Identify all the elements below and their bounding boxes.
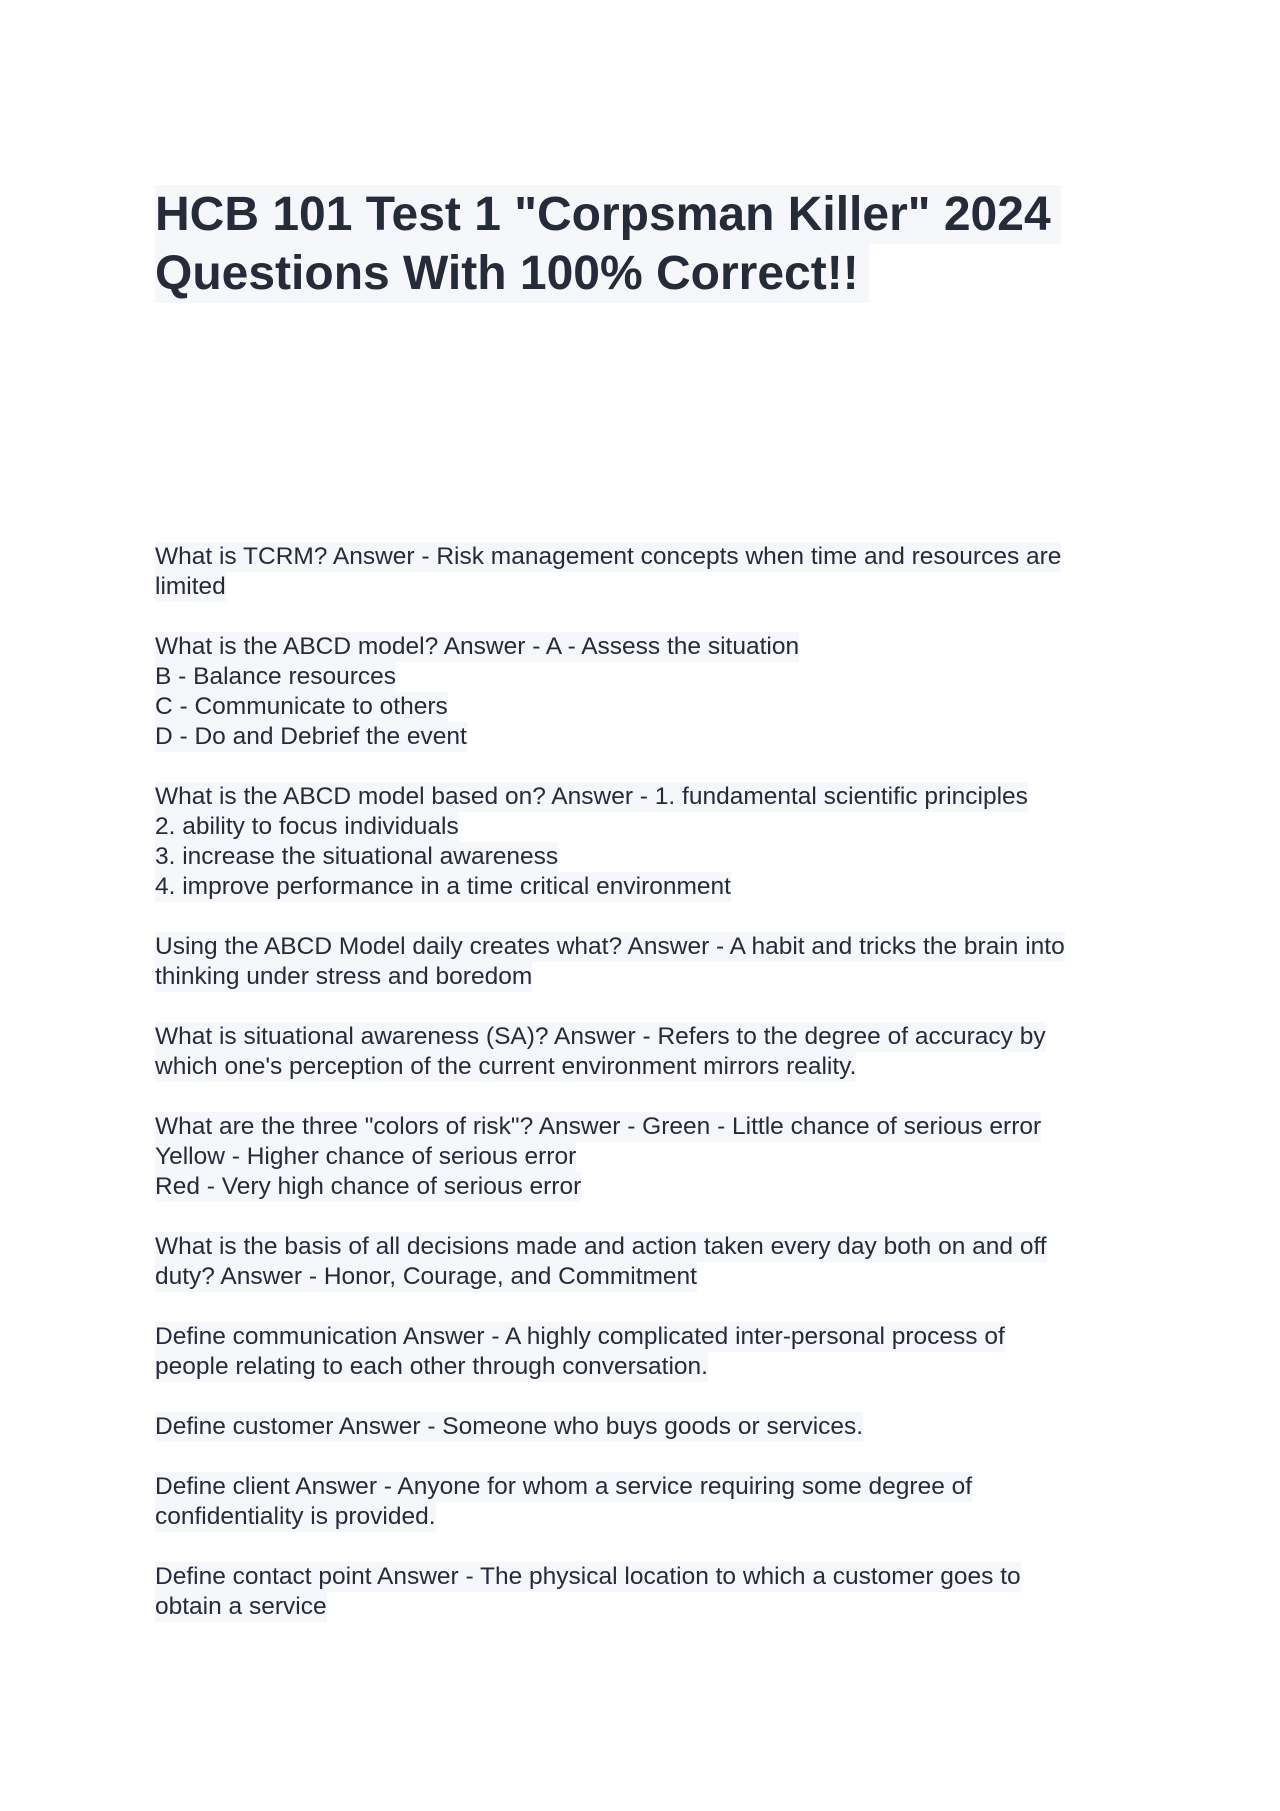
qa-item	[155, 632, 1130, 752]
qa-item	[155, 932, 1130, 992]
qa-line: What is the basis of all decisions made and action taken every day both on and off	[155, 1233, 1047, 1260]
qa-line: obtain a service	[155, 1593, 327, 1620]
qa-line: What is the ABCD model based on? Answer - 1. fundamental scientific principles	[155, 783, 1028, 810]
qa-line: Define client Answer - Anyone for whom a service requiring some degree of	[155, 1473, 973, 1500]
qa-line: C - Communicate to others	[155, 693, 448, 720]
qa-line: Define communication Answer - A highly complicated inter-personal process of	[155, 1323, 1005, 1350]
qa-line: people relating to each other through conversation.	[155, 1353, 708, 1380]
qa-line: thinking under stress and boredom	[155, 963, 533, 990]
qa-line: Using the ABCD Model daily creates what? Answer - A habit and tricks the brain into	[155, 933, 1065, 960]
qa-line: 3. increase the situational awareness	[155, 843, 559, 870]
qa-line: limited	[155, 573, 226, 600]
qa-item	[155, 1472, 1130, 1532]
qa-line: What is the ABCD model? Answer - A - Assess the situation	[155, 633, 800, 660]
qa-line: B - Balance resources	[155, 663, 397, 690]
qa-item	[155, 1412, 1130, 1442]
qa-line: 2. ability to focus individuals	[155, 813, 459, 840]
qa-line: confidentiality is provided.	[155, 1503, 436, 1530]
qa-line: which one's perception of the current environment mirrors reality.	[155, 1053, 857, 1080]
qa-line: What is situational awareness (SA)? Answer - Refers to the degree of accuracy by	[155, 1023, 1046, 1050]
qa-item	[155, 1562, 1130, 1622]
qa-line: Yellow - Higher chance of serious error	[155, 1143, 577, 1170]
document-title	[155, 185, 1130, 303]
qa-item	[155, 1322, 1130, 1382]
qa-line: Red - Very high chance of serious error	[155, 1173, 582, 1200]
qa-line: 4. improve performance in a time critical environment	[155, 873, 731, 900]
title-line: Questions With 100% Correct!!	[155, 244, 869, 303]
qa-item	[155, 782, 1130, 902]
title-line: HCB 101 Test 1 "Corpsman Killer" 2024	[155, 185, 1061, 244]
qa-item	[155, 1232, 1130, 1292]
qa-line: Define customer Answer - Someone who buys goods or services.	[155, 1413, 864, 1440]
qa-line: Define contact point Answer - The physical location to which a customer goes to	[155, 1563, 1021, 1590]
qa-line: duty? Answer - Honor, Courage, and Commitment	[155, 1263, 697, 1290]
qa-line: D - Do and Debrief the event	[155, 723, 467, 750]
qa-line: What is TCRM? Answer - Risk management concepts when time and resources are	[155, 543, 1062, 570]
qa-item	[155, 1022, 1130, 1082]
qa-list	[155, 542, 1130, 1652]
qa-line: What are the three "colors of risk"? Answer - Green - Little chance of serious error	[155, 1113, 1042, 1140]
qa-item	[155, 1112, 1130, 1202]
qa-item	[155, 542, 1130, 602]
